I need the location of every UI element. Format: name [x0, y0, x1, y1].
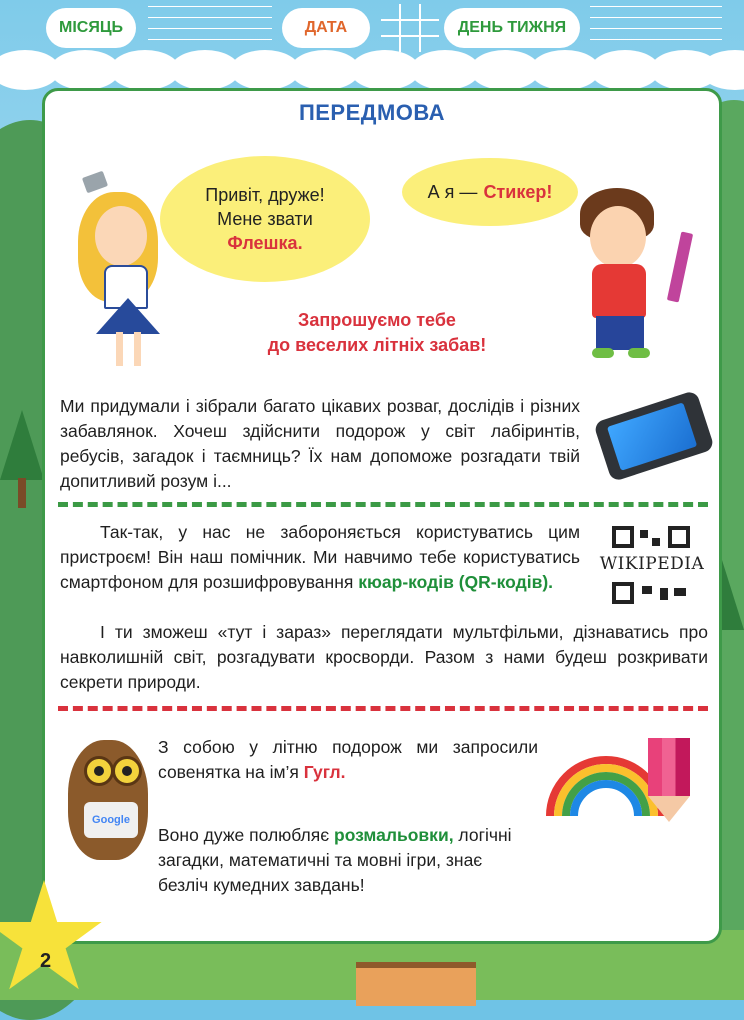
- month-write-lines[interactable]: [148, 6, 272, 50]
- tree-icon: [0, 410, 44, 480]
- boy-name: Стикер!: [483, 181, 553, 202]
- qr-module: [640, 530, 648, 538]
- qr-finder: [612, 582, 634, 604]
- girl-face: [95, 206, 147, 266]
- owl-eye: [84, 756, 114, 786]
- qr-module: [652, 538, 660, 546]
- boy-speech-bubble: [402, 158, 578, 226]
- owl-eye: [112, 756, 142, 786]
- girl-leg: [134, 332, 141, 366]
- owl-paragraph: [158, 735, 538, 785]
- red-dashed-divider: [58, 706, 708, 711]
- owl-paragraph-2-rest: логічні загадки, математичні та мовні ігри, знає безліч кумедних завдань!: [158, 825, 512, 895]
- girl-name: Флешка.: [227, 233, 303, 254]
- weekday-label: ДЕНЬ ТИЖНЯ: [444, 8, 580, 48]
- owl-paragraph-text: З собою у літню подорож ми запросили совенятка на ім’я: [158, 737, 538, 782]
- girl-speech-bubble: [160, 156, 370, 282]
- qr-paragraph-text: Так-так, у нас не забороняється користуватись цим пристроєм! Він наш помічник. Ми навчимо тебе користуватись смартфоном для розшифровування: [60, 522, 580, 592]
- qr-finder: [668, 526, 690, 548]
- girl-bubble-line2: Мене звати: [217, 208, 313, 229]
- boy-shoe: [628, 348, 650, 358]
- qr-highlight: кюар-кодів (QR-кодів).: [358, 572, 554, 592]
- date-label: ДАТА: [282, 8, 370, 48]
- qr-finder: [612, 526, 634, 548]
- boy-face: [590, 206, 646, 268]
- owl-paragraph-2: [158, 823, 536, 898]
- boy-shirt: [592, 264, 646, 318]
- intro-paragraph: Ми придумали і зібрали багато цікавих розваг, дослідів і різних забавлянок. Хочеш здійснити подорож у світ лабіринтів, ребусів, загадок і таємниць? Їх нам допоможе розгадати твій допитливий розум і...: [60, 396, 580, 491]
- girl-leg: [116, 332, 123, 366]
- page-number: 2: [40, 950, 52, 972]
- qr-module: [660, 588, 668, 600]
- qr-paragraph-2: І ти зможеш «тут і зараз» переглядати мультфільми, дізнаватись про навколишній світ, розгадувати кросворди. Разом з нами будеш розкривати секрети природи.: [60, 622, 708, 692]
- girl-skirt: [96, 298, 160, 334]
- invitation-text: [232, 308, 522, 358]
- qr-module: [642, 586, 652, 594]
- month-label: МІСЯЦЬ: [46, 8, 136, 48]
- girl-bubble-line1: Привіт, друже!: [205, 184, 325, 205]
- house-icon: [356, 962, 476, 1006]
- boy-jeans: [596, 316, 644, 350]
- coloring-highlight: розмальовки,: [334, 825, 454, 845]
- pink-pencil-icon: [648, 738, 690, 796]
- invite-line1: Запрошуємо тебе: [298, 310, 456, 330]
- green-dashed-divider: [58, 502, 708, 507]
- owl-pupil: [122, 766, 132, 776]
- owl-shirt-logo: Google: [84, 802, 138, 838]
- owl-paragraph-2-text: Воно дуже полюбляє: [158, 825, 334, 845]
- owl-name: Гугл.: [303, 762, 346, 782]
- pencil-tip: [648, 796, 690, 822]
- page-title: ПЕРЕДМОВА: [298, 100, 446, 125]
- date-write-grid[interactable]: [381, 4, 439, 52]
- invite-line2: до веселих літніх забав!: [267, 335, 487, 356]
- wikipedia-label: WIKIPEDIA: [596, 550, 708, 578]
- owl-pupil: [94, 766, 104, 776]
- weekday-write-lines[interactable]: [590, 6, 722, 50]
- cloud-row: [0, 50, 744, 90]
- boy-bubble-prefix: А я —: [427, 181, 478, 202]
- tree-trunk: [18, 478, 26, 508]
- qr-paragraph: [60, 520, 580, 595]
- qr-module: [674, 588, 686, 596]
- boy-shoe: [592, 348, 614, 358]
